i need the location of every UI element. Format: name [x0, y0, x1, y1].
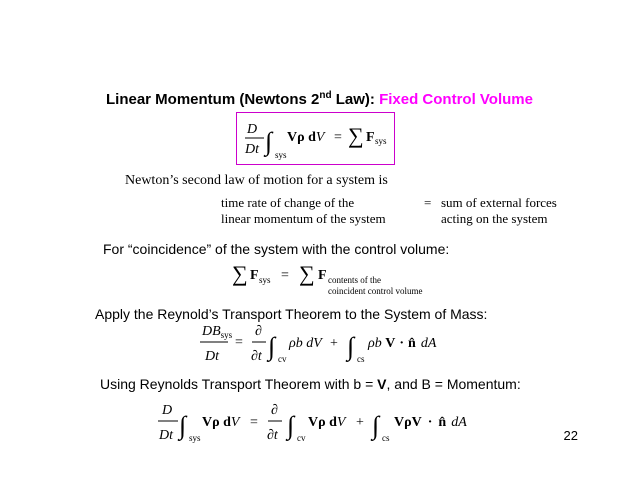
momentum-equation: [158, 403, 467, 443]
rtt-partial-num: ∂: [255, 324, 262, 339]
coinc-force-2: F: [318, 268, 327, 283]
coinc-sub-line2: coincident control volume: [328, 286, 423, 296]
rtt-term2: ρb V · n̂ dA: [368, 336, 437, 351]
rtt-equation: [200, 324, 437, 364]
newton-rhs-line2: acting on the system: [441, 211, 548, 226]
rtt-caption: Apply the Reynold’s Transport Theorem to the System of Mass:: [95, 306, 488, 322]
mom-integral-3: ∫: [372, 411, 380, 440]
rtt-equals: =: [235, 335, 243, 350]
mom-denominator: Dt: [159, 428, 173, 443]
eq1-force: F: [366, 130, 375, 145]
mom-term2: Vρ dV: [308, 415, 346, 430]
coinc-sum-2: ∑: [299, 261, 315, 286]
mom-term3: VρV · n̂ dA: [394, 415, 467, 430]
title-superscript: nd: [319, 90, 332, 101]
mom-sub-cs: cs: [382, 433, 390, 443]
mom-term1: Vρ dV: [202, 415, 240, 430]
coinc-sub-line1: contents of the: [328, 275, 381, 285]
mom-equals: =: [250, 415, 258, 430]
rtt-partial-den: ∂t: [251, 349, 262, 364]
eq1-equals: =: [334, 130, 342, 145]
newton-equals: =: [424, 195, 432, 210]
newton-rhs-line1: sum of external forces: [441, 195, 557, 210]
coinc-equals: =: [281, 268, 289, 283]
title-accent: Fixed Control Volume: [379, 91, 533, 108]
mom-sub-sys: sys: [189, 433, 201, 443]
eq1-integral-sub: sys: [275, 150, 287, 160]
eq1-numerator: D: [247, 122, 258, 137]
eq1-sum-sign: ∑: [348, 123, 364, 148]
mom-integral-1: ∫: [179, 411, 187, 440]
eq1-force-sub: sys: [375, 136, 387, 146]
rtt-sub-cs: cs: [357, 354, 365, 364]
newton-lhs-line1: time rate of change of the: [221, 195, 355, 210]
coinc-sub-sys: sys: [259, 275, 271, 285]
equation-1: [244, 122, 387, 160]
eq1-integrand: Vρ dV: [287, 130, 325, 145]
mom-integral-2: ∫: [287, 411, 295, 440]
newton-lhs-line2: linear momentum of the system: [221, 211, 386, 226]
mom-partial-num: ∂: [271, 403, 278, 418]
title-after: Law):: [331, 91, 380, 108]
mom-partial-den: ∂t: [267, 428, 278, 443]
mom-sub-cv: cv: [297, 433, 306, 443]
page-number: 22: [563, 428, 578, 443]
momentum-caption: Using Reynolds Transport Theorem with b = V, and B = Momentum:: [100, 376, 521, 392]
rtt-integral-2: ∫: [347, 332, 355, 361]
coincidence-caption: For “coincidence” of the system with the control volume:: [103, 241, 450, 257]
rtt-integral-1: ∫: [268, 332, 276, 361]
rtt-numerator: $DB_{sys}$: [202, 324, 233, 340]
coincidence-equation: [232, 261, 422, 296]
newton-intro: Newton’s second law of motion for a system is: [125, 173, 388, 188]
rtt-sub-cv: cv: [278, 354, 287, 364]
coinc-sum-1: ∑: [232, 261, 248, 286]
mom-plus: +: [356, 415, 364, 430]
eq1-denominator: Dt: [245, 142, 259, 157]
coinc-force-1: F: [250, 268, 259, 283]
rtt-plus: +: [330, 336, 338, 351]
title-main: Linear Momentum (Newtons 2: [106, 91, 320, 108]
rtt-denominator: Dt: [205, 349, 219, 364]
rtt-term1: ρb dV: [289, 336, 322, 351]
mom-numerator: D: [162, 403, 173, 418]
eq1-integral-sign: ∫: [265, 127, 273, 156]
